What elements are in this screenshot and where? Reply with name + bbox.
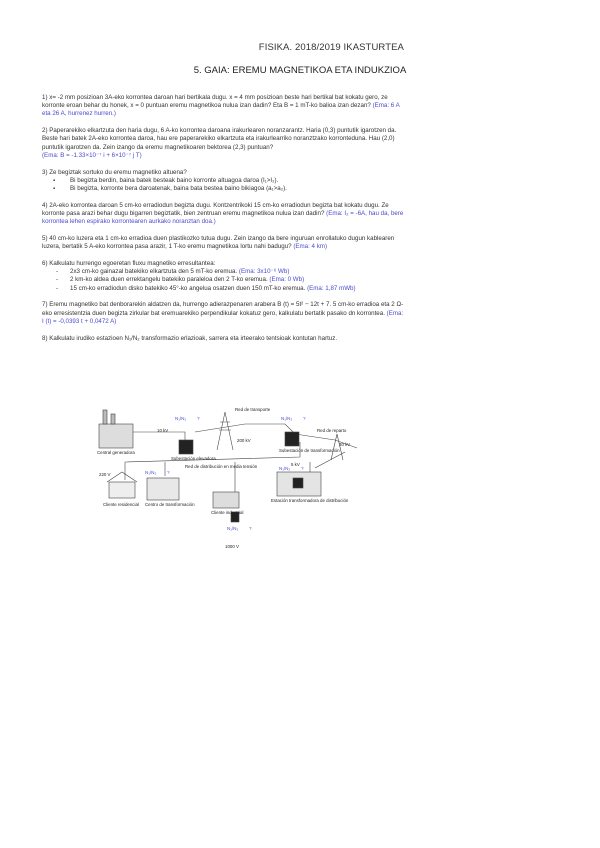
- item-text: 2 km-ko aldea duen errektangelu batekiko paraleloa den 2 T-ko eremua.: [70, 276, 268, 284]
- list-item: [42, 268, 404, 276]
- item-text: 15 cm-ko erradiodun disko batekiko 45°-ko angelua osatzen duen 150 mT-ko eremua.: [70, 284, 306, 292]
- substation-transformer-icon: [285, 432, 299, 446]
- question-7: [42, 301, 404, 326]
- question-text: 1) x= -2 mm posizioan 3A-eko korrontea daroan hari bertikala dugu. x = 4 mm posizioan beste hari bertikal bat kokatu gero, ze korronte eroan behar du honek, x = 0 puntuan eremu magnetikoa nulua izan dadin? Eta B = 1 mT-ko balioa izan dezan?: [42, 94, 388, 110]
- label-200kv: 200 kV: [237, 438, 251, 443]
- elevating-transformer-icon: [179, 440, 193, 454]
- question-text: 8) Kalkulatu irudiko estazioen N₁/N₂ transformazio erlazioak, sarrera eta irteerako tentsioak kontutan hartuz.: [42, 334, 338, 342]
- industrial-client-icon: [213, 492, 239, 508]
- label-subest-transformacion: Subestación de transformación: [279, 448, 340, 453]
- label-subest-elevadora: Subestación elevadora: [171, 456, 216, 461]
- label-unknown-distribucion: ?: [301, 466, 304, 471]
- label-ratio-distribucion: N₁/N₂: [279, 466, 291, 471]
- label-unknown-elevadora: ?: [197, 416, 200, 421]
- list-item: ▪ Bi begizta berdin, baina batek besteak baino korronte altuagoa daroa (I₁>I₂).: [42, 177, 404, 185]
- list-item: [42, 285, 404, 293]
- label-5kv: 5 kV: [291, 462, 300, 467]
- label-220v: 220 V: [99, 472, 111, 477]
- label-cliente-residencial: Cliente residencial: [103, 502, 139, 507]
- question-2: [42, 127, 404, 160]
- question-text: 5) 40 cm-ko luzera eta 1 cm-ko erradioa duen plastikozko tutua dugu. Zein izango da bere inguruan enrollatuko dugun kablearen luzera, bertatik 5 A-eko korrontea pasa arazir, 1 T-ko eremu magnetikoa lortu nahi badugu?: [42, 235, 395, 251]
- question-text: 2) Paperarekiko elkartzuta den haria dugu, 6 A-ko korrontea daroana irakurlearen noranzarantz. Haria (0,3) puntutik igarotzen da. Beste hari batek 2A-eko korrontea daroa, hau ere paperarekiko elkartzuta eta irakurlearriko noranztzako korronteduna. Hau (2,0) puntutik igarotzen da. Zein izango da eremu magnetikoaren bektorea (2,3) puntuan?: [42, 127, 397, 151]
- label-10kv: 10 kV: [157, 428, 169, 433]
- label-red-reparto: Red de reparto: [317, 428, 347, 433]
- item-answer: (Ema: 3x10⁻⁶ Wb): [238, 268, 290, 276]
- question-3: [42, 169, 404, 194]
- question-text: 7) Eremu magnetiko bat denborarekin aldatzen da, hurrengo adierazpenaren arabera B (t) = 5t² − 12t + 7. 5 cm-ko erradioa eta 2 Ω-eko erresistentzia duen begizta zirkular bat eremuarekiko perpendikular kokatuz gero, kalkulatu bertatik pasako dn korrontea.: [42, 301, 404, 317]
- item-answer: (Ema: 0 Wb): [269, 276, 305, 284]
- question-6: [42, 260, 404, 293]
- question-answer: (Ema: I₂ = -6A, hau da, bere korrontea lehen espirako korrontearen aurkako noranztan doa.): [42, 210, 404, 226]
- question-answer: (Ema: 6 A eta 26 A, hurrenez hurren.): [42, 102, 400, 118]
- pylon-icon: [217, 412, 233, 450]
- power-grid-figure: [95, 402, 370, 552]
- item-text: 2x3 cm-ko gainazal batekiko elkartzuta den 5 mT-ko eremua.: [70, 268, 238, 276]
- label-ratio-industrial: N₁/N₂: [227, 526, 239, 531]
- label-red-distribucion: Red de distribución en media tensión: [185, 464, 258, 469]
- question-answer: (Ema: B = -1.33×10⁻⁷ i + 6×10⁻⁷ j T): [42, 151, 142, 159]
- label-unknown-subestacion: ?: [303, 416, 306, 421]
- question-answer: (Ema: 4 km): [293, 243, 328, 251]
- label-unknown-centro: ?: [167, 470, 170, 475]
- question-list: [42, 94, 404, 351]
- house-icon: [109, 482, 135, 498]
- list-item: [42, 276, 404, 284]
- label-30kv: 30 kV: [339, 442, 351, 447]
- question-text: 6) Kalkulatu hurrengo egoeretan fluxu magnetiko erresultantea:: [42, 260, 216, 268]
- question-5: [42, 235, 404, 251]
- question-8: [42, 335, 404, 343]
- label-ratio-centro: N₁/N₂: [145, 470, 157, 475]
- question-text: 4) 2A-eko korrontea daroan 5 cm-ko erradiodun begizta dugu. Kontzentrikoki 15 cm-ko erradiodun begizta bat kokatu dugu. Ze korronte pasa arazi behar dugu bigarren begiztatik, bien zentruan eremu magnetikoa nulua izan dadin?: [42, 201, 389, 218]
- label-estacion-distribucion: Estación transformadora de distribución: [271, 498, 349, 503]
- list-item: ▪ Bi begizta, korronte bera daroatenak, baina bata bestea baino bikiagoa (a₁>a₂).: [42, 185, 404, 193]
- power-plant-icon: [99, 424, 133, 448]
- question-answer: (Ema: I (t) = -0,0393 t + 0,0472 A): [42, 309, 404, 325]
- label-red-transporte: Red de transporte: [235, 407, 271, 412]
- label-cliente-industrial: Cliente industrial: [211, 510, 244, 515]
- label-unknown-industrial: ?: [249, 526, 252, 531]
- label-ratio-elevadora: N₁/N₂: [175, 416, 187, 421]
- label-centro-transformacion: Centro de transformación: [145, 502, 195, 507]
- label-ratio-subestacion: N₁/N₂: [281, 416, 293, 421]
- question-4: [42, 202, 404, 227]
- item-answer: (Ema: 1,87 mWb): [307, 284, 356, 292]
- question-1: [42, 94, 404, 119]
- label-central: Central generadora: [97, 450, 135, 455]
- question-text: 3) Ze begiztak sortuko du eremu magnetiko altuena?: [42, 168, 187, 176]
- transformation-center-icon: [147, 478, 179, 500]
- label-1000v: 1000 V: [225, 544, 239, 549]
- course-header: FISIKA. 2018/2019 IKASTURTEA: [258, 42, 404, 53]
- page-title: 5. GAIA: EREMU MAGNETIKOA ETA INDUKZIOA: [193, 65, 407, 76]
